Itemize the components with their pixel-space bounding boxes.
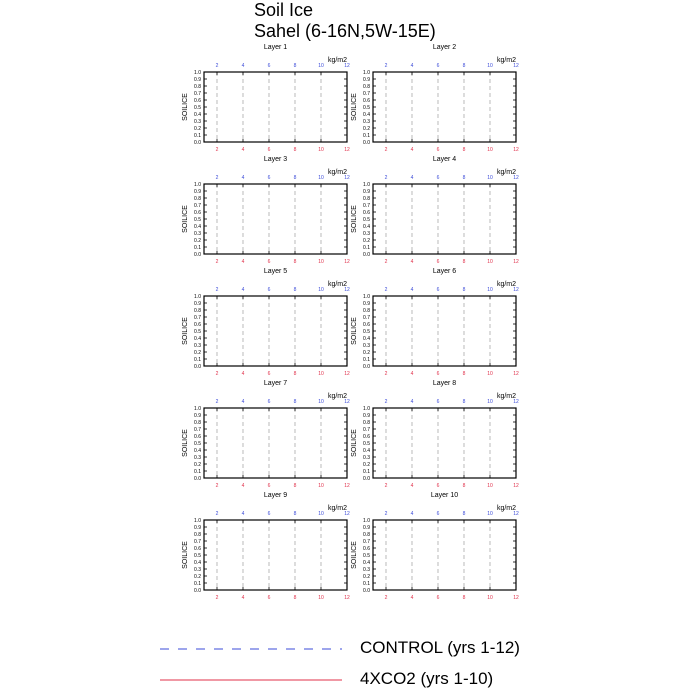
x-tick-label-bottom: 4 bbox=[410, 147, 414, 153]
y-tick-label: 0.7 bbox=[194, 315, 201, 321]
x-tick-label-bottom: 12 bbox=[513, 259, 519, 265]
y-tick-label: 0.3 bbox=[194, 343, 201, 349]
y-tick-label: 0.3 bbox=[363, 343, 370, 349]
title-line-1: Soil Ice bbox=[254, 0, 314, 20]
x-tick-label-top: 4 bbox=[241, 63, 245, 69]
y-tick-label: 0.7 bbox=[363, 91, 370, 97]
x-tick-label-bottom: 6 bbox=[267, 483, 271, 489]
y-tick-label: 0.5 bbox=[194, 329, 201, 335]
y-tick-label: 0.2 bbox=[363, 574, 370, 580]
y-tick-label: 0.3 bbox=[194, 567, 201, 573]
panel-layer-7 bbox=[182, 380, 350, 489]
y-tick-label: 0.7 bbox=[194, 91, 201, 97]
y-tick-label: 1.0 bbox=[363, 518, 370, 524]
y-tick-label: 0.9 bbox=[363, 301, 370, 307]
panel-layer-1 bbox=[182, 44, 350, 153]
y-tick-label: 0.9 bbox=[194, 301, 201, 307]
x-tick-label-bottom: 12 bbox=[344, 259, 350, 265]
x-tick-label-top: 2 bbox=[215, 287, 219, 293]
x-tick-label-bottom: 10 bbox=[318, 595, 324, 601]
x-tick-label-bottom: 12 bbox=[513, 371, 519, 377]
units-label: kg/m2 bbox=[496, 393, 516, 400]
y-tick-label: 0.0 bbox=[194, 252, 201, 258]
y-tick-label: 0.9 bbox=[194, 77, 201, 83]
x-tick-label-top: 2 bbox=[215, 511, 219, 517]
x-tick-label-top: 10 bbox=[318, 175, 324, 181]
x-tick-label-bottom: 12 bbox=[344, 595, 350, 601]
x-tick-label-top: 12 bbox=[344, 287, 350, 293]
x-tick-label-bottom: 10 bbox=[487, 483, 493, 489]
y-tick-label: 0.9 bbox=[363, 525, 370, 531]
panel-title: Layer 8 bbox=[432, 380, 457, 387]
x-tick-label-bottom: 6 bbox=[267, 147, 271, 153]
y-tick-label: 0.6 bbox=[363, 434, 370, 440]
y-tick-label: 0.8 bbox=[363, 308, 370, 314]
panel-layer-10 bbox=[351, 492, 519, 601]
x-tick-label-bottom: 6 bbox=[267, 595, 271, 601]
x-tick-label-bottom: 4 bbox=[410, 259, 414, 265]
y-axis-label: SOILICE bbox=[351, 541, 358, 569]
x-tick-label-bottom: 8 bbox=[293, 595, 297, 601]
x-tick-label-top: 6 bbox=[436, 511, 440, 517]
units-label: kg/m2 bbox=[327, 57, 347, 64]
x-tick-label-top: 10 bbox=[318, 287, 324, 293]
x-tick-label-bottom: 4 bbox=[241, 371, 245, 377]
y-tick-label: 0.4 bbox=[363, 560, 370, 566]
x-tick-label-top: 6 bbox=[436, 399, 440, 405]
panel-title: Layer 1 bbox=[263, 44, 288, 51]
y-tick-label: 0.6 bbox=[363, 210, 370, 216]
panel-title: Layer 9 bbox=[263, 492, 288, 499]
y-tick-label: 0.4 bbox=[363, 112, 370, 118]
x-tick-label-bottom: 12 bbox=[344, 371, 350, 377]
x-tick-label-bottom: 4 bbox=[241, 483, 245, 489]
y-tick-label: 1.0 bbox=[194, 406, 201, 412]
y-tick-label: 0.0 bbox=[194, 140, 201, 146]
y-tick-label: 0.3 bbox=[194, 119, 201, 125]
x-tick-label-top: 12 bbox=[344, 399, 350, 405]
y-tick-label: 0.5 bbox=[363, 441, 370, 447]
x-tick-label-top: 4 bbox=[241, 287, 245, 293]
x-tick-label-bottom: 12 bbox=[513, 147, 519, 153]
y-tick-label: 1.0 bbox=[194, 518, 201, 524]
y-tick-label: 1.0 bbox=[363, 294, 370, 300]
y-tick-label: 0.7 bbox=[363, 427, 370, 433]
y-axis-label: SOILICE bbox=[182, 429, 189, 457]
x-tick-label-bottom: 8 bbox=[293, 483, 297, 489]
y-tick-label: 0.1 bbox=[363, 245, 370, 251]
y-tick-label: 0.8 bbox=[194, 532, 201, 538]
x-tick-label-top: 12 bbox=[344, 175, 350, 181]
y-axis-label: SOILICE bbox=[351, 317, 358, 345]
y-tick-label: 0.6 bbox=[363, 546, 370, 552]
x-tick-label-top: 12 bbox=[513, 511, 519, 517]
x-tick-label-bottom: 12 bbox=[344, 147, 350, 153]
x-tick-label-bottom: 8 bbox=[462, 371, 466, 377]
y-tick-label: 0.6 bbox=[194, 210, 201, 216]
x-tick-label-bottom: 12 bbox=[513, 483, 519, 489]
x-tick-label-bottom: 10 bbox=[318, 371, 324, 377]
x-tick-label-bottom: 8 bbox=[462, 595, 466, 601]
y-axis-label: SOILICE bbox=[182, 205, 189, 233]
y-tick-label: 0.7 bbox=[194, 203, 201, 209]
x-tick-label-top: 8 bbox=[462, 399, 466, 405]
x-tick-label-top: 8 bbox=[293, 511, 297, 517]
plot-frame bbox=[204, 184, 347, 254]
y-tick-label: 0.0 bbox=[363, 252, 370, 258]
y-axis-label: SOILICE bbox=[182, 317, 189, 345]
y-tick-label: 0.5 bbox=[363, 105, 370, 111]
x-tick-label-top: 6 bbox=[436, 63, 440, 69]
plot-frame bbox=[373, 520, 516, 590]
plot-frame bbox=[204, 520, 347, 590]
y-tick-label: 0.2 bbox=[363, 238, 370, 244]
y-tick-label: 1.0 bbox=[194, 70, 201, 76]
panel-layer-6 bbox=[351, 268, 519, 377]
y-tick-label: 0.7 bbox=[194, 539, 201, 545]
y-tick-label: 0.1 bbox=[363, 581, 370, 587]
x-tick-label-bottom: 6 bbox=[267, 259, 271, 265]
y-tick-label: 0.5 bbox=[363, 329, 370, 335]
x-tick-label-top: 12 bbox=[513, 399, 519, 405]
y-tick-label: 0.5 bbox=[363, 553, 370, 559]
y-tick-label: 1.0 bbox=[194, 294, 201, 300]
units-label: kg/m2 bbox=[496, 57, 516, 64]
panel-title: Layer 5 bbox=[263, 268, 288, 275]
y-tick-label: 0.1 bbox=[194, 469, 201, 475]
units-label: kg/m2 bbox=[327, 393, 347, 400]
x-tick-label-bottom: 4 bbox=[410, 371, 414, 377]
x-tick-label-bottom: 6 bbox=[436, 371, 440, 377]
panel-title: Layer 7 bbox=[263, 380, 288, 387]
y-tick-label: 0.3 bbox=[363, 119, 370, 125]
x-tick-label-top: 8 bbox=[462, 511, 466, 517]
y-tick-label: 0.3 bbox=[363, 231, 370, 237]
x-tick-label-top: 2 bbox=[384, 511, 388, 517]
x-tick-label-bottom: 2 bbox=[384, 371, 388, 377]
x-tick-label-bottom: 10 bbox=[487, 371, 493, 377]
y-tick-label: 0.0 bbox=[363, 588, 370, 594]
x-tick-label-top: 4 bbox=[241, 511, 245, 517]
x-tick-label-top: 4 bbox=[241, 399, 245, 405]
y-tick-label: 0.7 bbox=[363, 203, 370, 209]
y-tick-label: 0.1 bbox=[194, 357, 201, 363]
y-tick-label: 0.7 bbox=[194, 427, 201, 433]
y-tick-label: 0.4 bbox=[194, 224, 201, 230]
x-tick-label-bottom: 4 bbox=[241, 259, 245, 265]
x-tick-label-bottom: 6 bbox=[436, 595, 440, 601]
x-tick-label-top: 10 bbox=[487, 511, 493, 517]
x-tick-label-bottom: 2 bbox=[384, 595, 388, 601]
x-tick-label-top: 12 bbox=[513, 175, 519, 181]
units-label: kg/m2 bbox=[496, 281, 516, 288]
x-tick-label-bottom: 10 bbox=[318, 147, 324, 153]
x-tick-label-top: 4 bbox=[410, 287, 414, 293]
plot-frame bbox=[373, 296, 516, 366]
x-tick-label-top: 4 bbox=[410, 511, 414, 517]
panel-title: Layer 6 bbox=[432, 268, 457, 275]
x-tick-label-top: 4 bbox=[410, 63, 414, 69]
panel-layer-3 bbox=[182, 156, 350, 265]
y-tick-label: 0.0 bbox=[363, 140, 370, 146]
y-tick-label: 0.0 bbox=[194, 364, 201, 370]
x-tick-label-top: 10 bbox=[318, 399, 324, 405]
panel-title: Layer 3 bbox=[263, 156, 288, 163]
x-tick-label-bottom: 2 bbox=[215, 259, 219, 265]
y-axis-label: SOILICE bbox=[182, 93, 189, 121]
x-tick-label-top: 12 bbox=[513, 63, 519, 69]
x-tick-label-top: 2 bbox=[384, 287, 388, 293]
plot-frame bbox=[373, 72, 516, 142]
x-tick-label-top: 2 bbox=[384, 63, 388, 69]
x-tick-label-bottom: 2 bbox=[384, 259, 388, 265]
y-tick-label: 0.0 bbox=[363, 364, 370, 370]
y-tick-label: 0.8 bbox=[194, 196, 201, 202]
x-tick-label-top: 10 bbox=[487, 399, 493, 405]
y-tick-label: 0.3 bbox=[194, 231, 201, 237]
y-tick-label: 0.1 bbox=[363, 133, 370, 139]
plot-frame bbox=[204, 296, 347, 366]
y-axis-label: SOILICE bbox=[182, 541, 189, 569]
x-tick-label-bottom: 4 bbox=[410, 595, 414, 601]
x-tick-label-bottom: 10 bbox=[318, 259, 324, 265]
y-tick-label: 0.5 bbox=[363, 217, 370, 223]
panel-layer-8 bbox=[351, 380, 519, 489]
y-tick-label: 0.9 bbox=[363, 413, 370, 419]
plot-frame bbox=[204, 72, 347, 142]
x-tick-label-bottom: 8 bbox=[462, 259, 466, 265]
x-tick-label-top: 6 bbox=[267, 175, 271, 181]
x-tick-label-bottom: 2 bbox=[384, 147, 388, 153]
x-tick-label-bottom: 6 bbox=[436, 483, 440, 489]
y-tick-label: 0.0 bbox=[194, 588, 201, 594]
x-tick-label-top: 8 bbox=[293, 63, 297, 69]
y-tick-label: 0.0 bbox=[363, 476, 370, 482]
y-tick-label: 0.1 bbox=[194, 581, 201, 587]
x-tick-label-top: 6 bbox=[436, 287, 440, 293]
y-tick-label: 0.5 bbox=[194, 217, 201, 223]
x-tick-label-top: 10 bbox=[318, 63, 324, 69]
x-tick-label-top: 10 bbox=[487, 63, 493, 69]
y-tick-label: 0.2 bbox=[194, 462, 201, 468]
y-tick-label: 0.4 bbox=[194, 112, 201, 118]
x-tick-label-bottom: 10 bbox=[487, 147, 493, 153]
x-tick-label-bottom: 12 bbox=[344, 483, 350, 489]
x-tick-label-bottom: 2 bbox=[384, 483, 388, 489]
x-tick-label-bottom: 4 bbox=[410, 483, 414, 489]
x-tick-label-bottom: 2 bbox=[215, 595, 219, 601]
x-tick-label-top: 2 bbox=[384, 399, 388, 405]
panel-title: Layer 2 bbox=[432, 44, 457, 51]
y-tick-label: 0.4 bbox=[194, 336, 201, 342]
y-tick-label: 0.2 bbox=[194, 238, 201, 244]
y-tick-label: 0.8 bbox=[194, 420, 201, 426]
y-tick-label: 0.2 bbox=[363, 462, 370, 468]
y-tick-label: 0.8 bbox=[363, 84, 370, 90]
y-tick-label: 0.9 bbox=[363, 189, 370, 195]
y-tick-label: 0.8 bbox=[363, 196, 370, 202]
panel-layer-2 bbox=[351, 44, 519, 153]
x-tick-label-top: 10 bbox=[487, 175, 493, 181]
x-tick-label-top: 6 bbox=[436, 175, 440, 181]
y-tick-label: 0.2 bbox=[194, 350, 201, 356]
y-tick-label: 0.8 bbox=[194, 308, 201, 314]
x-tick-label-top: 12 bbox=[344, 63, 350, 69]
x-tick-label-bottom: 6 bbox=[436, 259, 440, 265]
y-tick-label: 0.6 bbox=[194, 98, 201, 104]
x-tick-label-bottom: 8 bbox=[462, 483, 466, 489]
x-tick-label-top: 8 bbox=[293, 399, 297, 405]
units-label: kg/m2 bbox=[327, 281, 347, 288]
y-tick-label: 1.0 bbox=[363, 182, 370, 188]
y-tick-label: 0.3 bbox=[194, 455, 201, 461]
plot-frame bbox=[204, 408, 347, 478]
y-tick-label: 0.4 bbox=[363, 336, 370, 342]
y-tick-label: 0.4 bbox=[363, 448, 370, 454]
y-tick-label: 0.1 bbox=[363, 357, 370, 363]
panel-layer-9 bbox=[182, 492, 350, 601]
x-tick-label-top: 10 bbox=[318, 511, 324, 517]
x-tick-label-top: 6 bbox=[267, 511, 271, 517]
y-tick-label: 0.9 bbox=[194, 525, 201, 531]
y-axis-label: SOILICE bbox=[351, 205, 358, 233]
x-tick-label-top: 12 bbox=[513, 287, 519, 293]
y-tick-label: 0.5 bbox=[194, 441, 201, 447]
x-tick-label-bottom: 10 bbox=[487, 595, 493, 601]
x-tick-label-top: 4 bbox=[410, 175, 414, 181]
legend-label-control: CONTROL (yrs 1-12) bbox=[360, 638, 520, 657]
x-tick-label-top: 2 bbox=[215, 175, 219, 181]
x-tick-label-top: 8 bbox=[462, 287, 466, 293]
x-tick-label-top: 6 bbox=[267, 63, 271, 69]
y-tick-label: 0.2 bbox=[363, 350, 370, 356]
y-tick-label: 0.0 bbox=[194, 476, 201, 482]
x-tick-label-bottom: 8 bbox=[462, 147, 466, 153]
x-tick-label-bottom: 4 bbox=[241, 595, 245, 601]
y-axis-label: SOILICE bbox=[351, 429, 358, 457]
units-label: kg/m2 bbox=[496, 505, 516, 512]
x-tick-label-top: 2 bbox=[215, 399, 219, 405]
x-tick-label-top: 4 bbox=[241, 175, 245, 181]
y-tick-label: 0.6 bbox=[194, 546, 201, 552]
x-tick-label-top: 4 bbox=[410, 399, 414, 405]
y-tick-label: 0.9 bbox=[194, 413, 201, 419]
x-tick-label-bottom: 10 bbox=[318, 483, 324, 489]
y-tick-label: 0.7 bbox=[363, 539, 370, 545]
y-tick-label: 1.0 bbox=[363, 70, 370, 76]
x-tick-label-top: 8 bbox=[293, 175, 297, 181]
x-tick-label-bottom: 2 bbox=[215, 147, 219, 153]
x-tick-label-bottom: 10 bbox=[487, 259, 493, 265]
y-tick-label: 0.2 bbox=[194, 126, 201, 132]
y-tick-label: 0.1 bbox=[194, 245, 201, 251]
y-tick-label: 0.7 bbox=[363, 315, 370, 321]
y-tick-label: 0.5 bbox=[194, 553, 201, 559]
panel-layer-5 bbox=[182, 268, 350, 377]
units-label: kg/m2 bbox=[327, 505, 347, 512]
x-tick-label-bottom: 2 bbox=[215, 371, 219, 377]
x-tick-label-bottom: 6 bbox=[267, 371, 271, 377]
y-tick-label: 0.8 bbox=[194, 84, 201, 90]
y-tick-label: 0.9 bbox=[194, 189, 201, 195]
y-tick-label: 1.0 bbox=[194, 182, 201, 188]
y-tick-label: 0.9 bbox=[363, 77, 370, 83]
y-tick-label: 0.3 bbox=[363, 567, 370, 573]
units-label: kg/m2 bbox=[496, 169, 516, 176]
x-tick-label-top: 2 bbox=[215, 63, 219, 69]
units-label: kg/m2 bbox=[327, 169, 347, 176]
y-tick-label: 0.5 bbox=[194, 105, 201, 111]
x-tick-label-bottom: 6 bbox=[436, 147, 440, 153]
y-tick-label: 1.0 bbox=[363, 406, 370, 412]
x-tick-label-bottom: 4 bbox=[241, 147, 245, 153]
x-tick-label-bottom: 12 bbox=[513, 595, 519, 601]
x-tick-label-bottom: 2 bbox=[215, 483, 219, 489]
x-tick-label-top: 8 bbox=[462, 63, 466, 69]
x-tick-label-bottom: 8 bbox=[293, 371, 297, 377]
panel-title: Layer 4 bbox=[432, 156, 457, 163]
x-tick-label-bottom: 8 bbox=[293, 147, 297, 153]
x-tick-label-top: 10 bbox=[487, 287, 493, 293]
x-tick-label-top: 8 bbox=[293, 287, 297, 293]
x-tick-label-top: 2 bbox=[384, 175, 388, 181]
y-tick-label: 0.3 bbox=[363, 455, 370, 461]
plot-frame bbox=[373, 184, 516, 254]
y-tick-label: 0.2 bbox=[363, 126, 370, 132]
panel-layer-4 bbox=[351, 156, 519, 265]
y-tick-label: 0.2 bbox=[194, 574, 201, 580]
y-tick-label: 0.4 bbox=[363, 224, 370, 230]
y-tick-label: 0.6 bbox=[363, 322, 370, 328]
panel-title: Layer 10 bbox=[430, 492, 459, 499]
x-tick-label-top: 8 bbox=[462, 175, 466, 181]
plot-frame bbox=[373, 408, 516, 478]
x-tick-label-top: 12 bbox=[344, 511, 350, 517]
y-tick-label: 0.4 bbox=[194, 560, 201, 566]
title-line-2: Sahel (6-16N,5W-15E) bbox=[254, 21, 436, 41]
legend-label-4xco2: 4XCO2 (yrs 1-10) bbox=[360, 669, 494, 688]
y-tick-label: 0.6 bbox=[363, 98, 370, 104]
x-tick-label-top: 6 bbox=[267, 287, 271, 293]
y-tick-label: 0.8 bbox=[363, 532, 370, 538]
y-tick-label: 0.6 bbox=[194, 322, 201, 328]
x-tick-label-top: 6 bbox=[267, 399, 271, 405]
y-tick-label: 0.8 bbox=[363, 420, 370, 426]
y-axis-label: SOILICE bbox=[351, 93, 358, 121]
y-tick-label: 0.1 bbox=[363, 469, 370, 475]
y-tick-label: 0.1 bbox=[194, 133, 201, 139]
x-tick-label-bottom: 8 bbox=[293, 259, 297, 265]
y-tick-label: 0.4 bbox=[194, 448, 201, 454]
y-tick-label: 0.6 bbox=[194, 434, 201, 440]
